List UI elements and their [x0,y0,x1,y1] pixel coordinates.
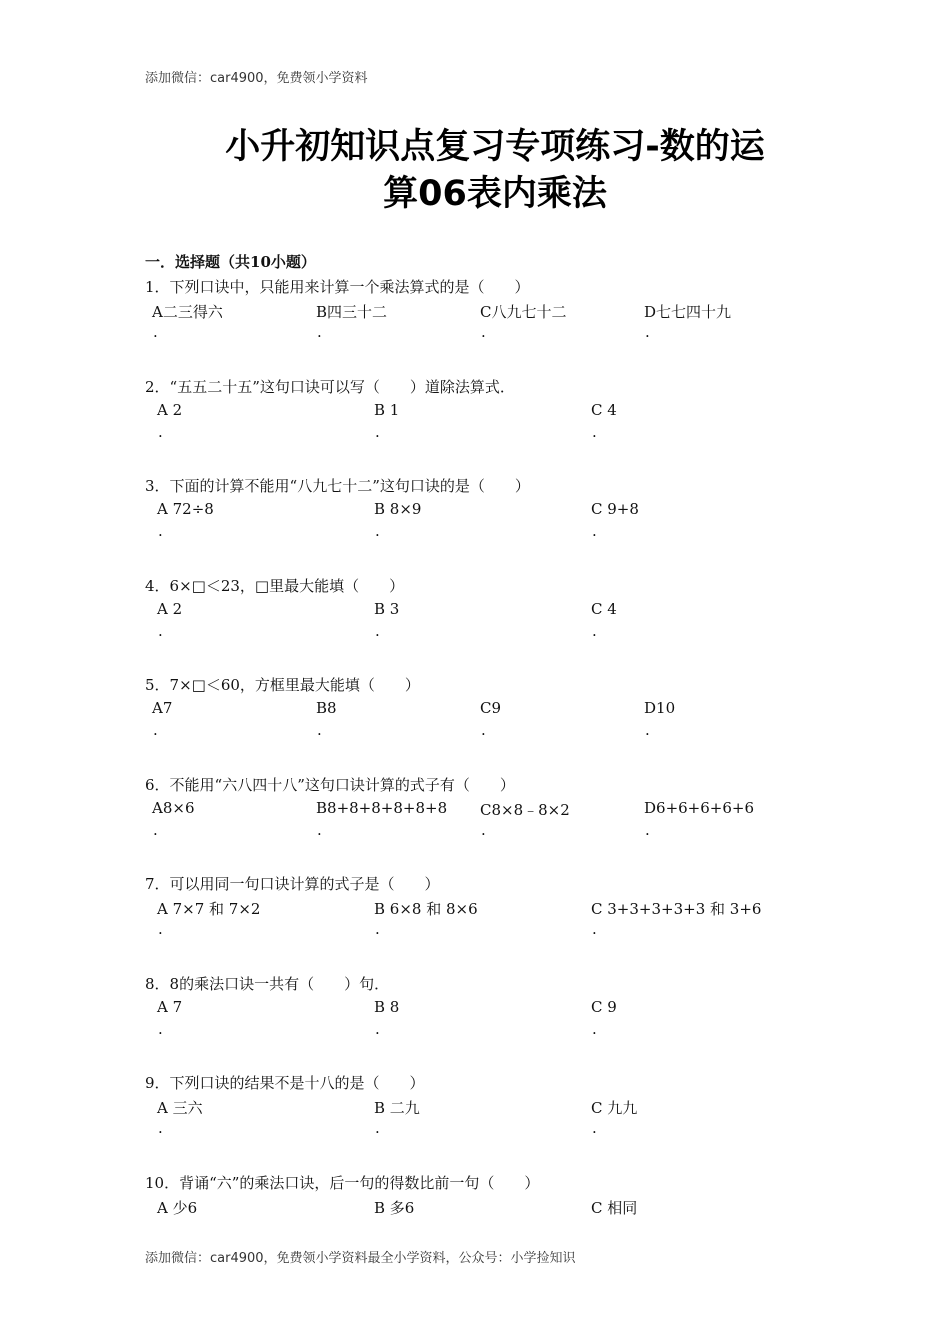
option-dot: . [481,721,486,739]
question-text: 8．8的乘法口诀一共有（ ）句． [145,975,390,993]
option-dot: . [375,622,380,640]
title-line-2: 算06表内乘法 [383,174,607,214]
option-c: C 4 [591,401,617,419]
option-a: A 2 [157,600,183,618]
option-dot: . [317,323,322,341]
option-dot: . [153,821,158,839]
option-c: C9 [480,699,502,717]
option-dot: . [158,423,163,441]
section-heading: 一．选择题（共10小题） [145,253,316,271]
question-3 [0,475,950,555]
question-7 [0,873,950,953]
option-dot: . [158,1119,163,1137]
option-a: A 72÷8 [157,500,214,518]
option-c: C8×8﹣8×2 [480,801,570,819]
page-title [145,124,845,218]
option-dot: . [592,622,597,640]
option-dot: . [158,920,163,938]
option-dot: . [645,323,650,341]
footer-note: 添加微信：car4900，免费领小学资料最全小学资料，公众号：小学捡知识 [145,1251,576,1266]
question-1 [0,276,950,356]
option-dot: . [592,423,597,441]
question-text: 7．可以用同一句口诀计算的式子是（ ） [145,875,440,893]
question-8 [0,973,950,1053]
option-a: A二三得六 [152,303,223,321]
option-c: C 9 [591,998,617,1016]
option-dot: . [375,522,380,540]
option-a: A 三六 [157,1099,203,1117]
option-a: A 7 [157,998,183,1016]
option-b: B 8×9 [374,500,422,518]
option-b: B8+8+8+8+8+8 [316,799,448,817]
question-text: 3．下面的计算不能用“八九七十二”这句口诀的是（ ） [145,477,530,495]
question-9 [0,1072,950,1152]
option-dot: . [158,522,163,540]
option-dot: . [153,323,158,341]
option-c: C 九九 [591,1099,638,1117]
option-b: B 8 [374,998,400,1016]
option-d: D10 [644,699,676,717]
option-c: C八九七十二 [480,303,567,321]
option-a: A 7×7 和 7×2 [157,900,261,918]
option-dot: . [481,323,486,341]
option-b: B四三十二 [316,303,388,321]
option-dot: . [317,821,322,839]
option-dot: . [645,821,650,839]
option-dot: . [481,821,486,839]
question-text: 10．背诵“六”的乘法口诀，后一句的得数比前一句（ ） [145,1174,540,1192]
option-c: C 4 [591,600,617,618]
option-b: B 多6 [374,1199,415,1217]
option-b: B 1 [374,401,400,419]
option-b: B 二九 [374,1099,420,1117]
option-dot: . [158,1020,163,1038]
option-b: B8 [316,699,337,717]
question-text: 9．下列口诀的结果不是十八的是（ ） [145,1074,425,1092]
option-a: A 2 [157,401,183,419]
option-dot: . [375,1119,380,1137]
question-text: 4．6×□＜23，□里最大能填（ ） [145,577,405,595]
option-dot: . [375,1020,380,1038]
question-6 [0,774,950,854]
question-text: 1．下列口诀中，只能用来计算一个乘法算式的是（ ） [145,278,530,296]
option-a: A 少6 [157,1199,198,1217]
question-2 [0,376,950,456]
option-dot: . [375,920,380,938]
option-dot: . [592,920,597,938]
question-text: 2．“五五二十五”这句口诀可以写（ ）道除法算式． [145,378,515,396]
header-note: 添加微信：car4900，免费领小学资料 [145,71,368,86]
option-dot: . [153,721,158,739]
question-10 [0,1172,950,1252]
option-dot: . [592,522,597,540]
title-line-1: 小升初知识点复习专项练习-数的运 [225,127,765,167]
option-c: C 9+8 [591,500,639,518]
option-dot: . [592,1119,597,1137]
question-text: 6．不能用“六八四十八”这句口诀计算的式子有（ ） [145,776,515,794]
option-dot: . [645,721,650,739]
option-a: A7 [152,699,173,717]
question-4 [0,575,950,655]
option-d: D七七四十九 [644,303,732,321]
option-dot: . [375,423,380,441]
option-dot: . [158,622,163,640]
option-a: A8×6 [152,799,195,817]
option-d: D6+6+6+6+6 [644,799,755,817]
option-c: C 3+3+3+3+3 和 3+6 [591,900,762,918]
question-5 [0,674,950,754]
option-dot: . [317,721,322,739]
option-dot: . [592,1020,597,1038]
option-b: B 6×8 和 8×6 [374,900,478,918]
question-text: 5．7×□＜60，方框里最大能填（ ） [145,676,420,694]
option-b: B 3 [374,600,400,618]
option-c: C 相同 [591,1199,638,1217]
